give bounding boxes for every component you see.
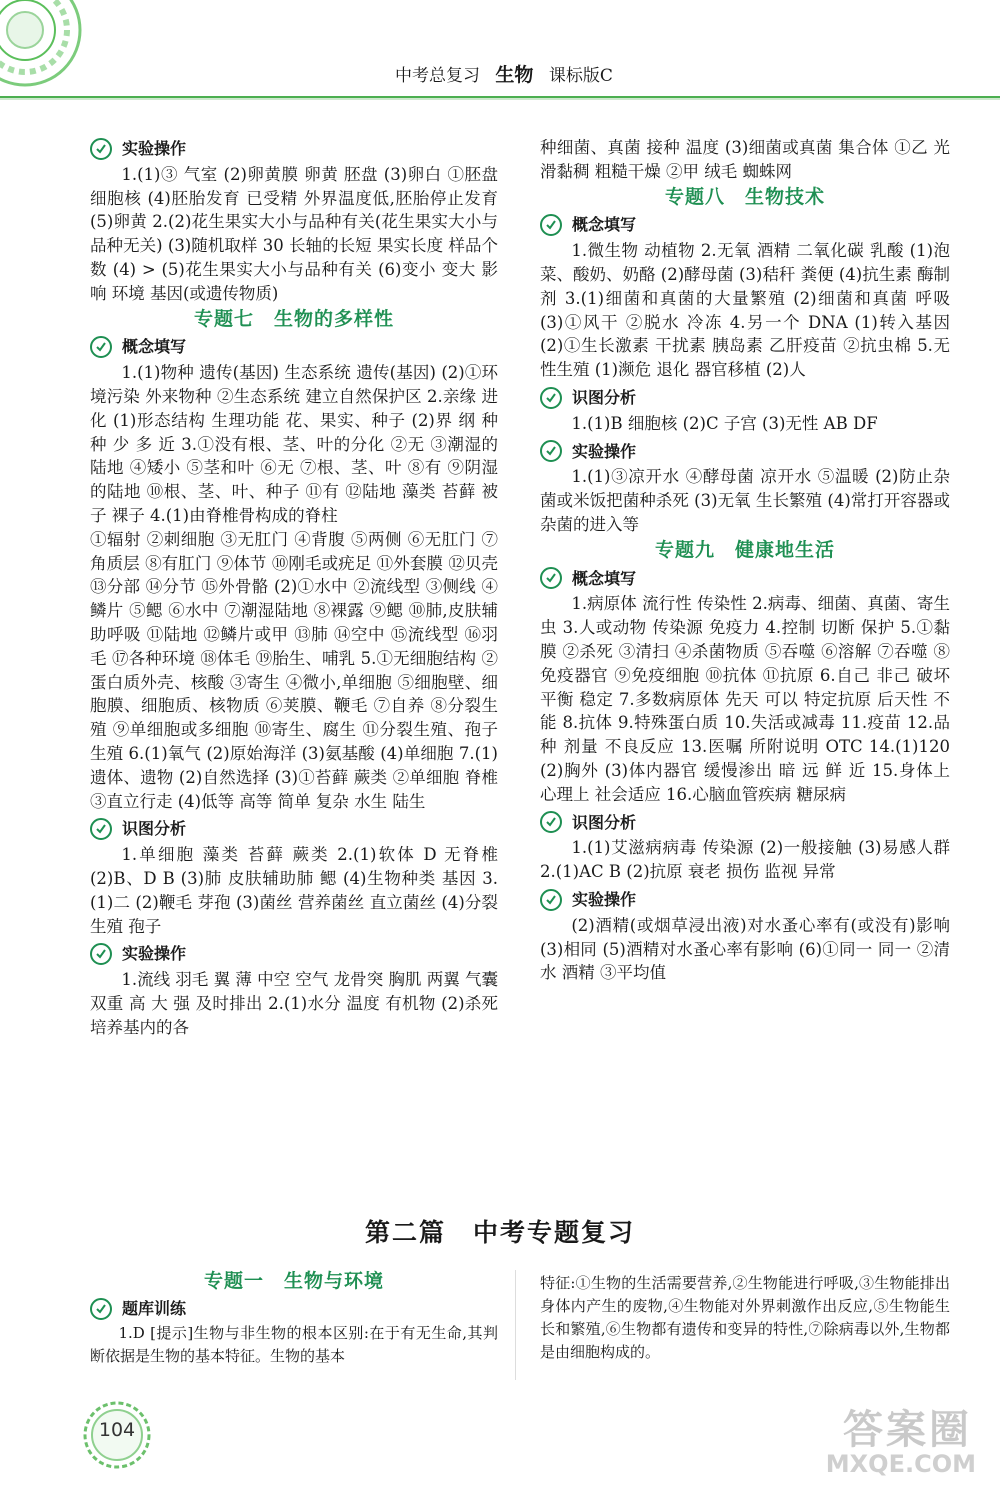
- watermark: [767, 1398, 982, 1486]
- section-header: [90, 1297, 498, 1320]
- part2-right-column: [540, 1272, 950, 1364]
- section-bullet-icon: [90, 818, 112, 840]
- section-bullet-icon: [90, 943, 112, 965]
- section-bullet-icon: [540, 811, 562, 833]
- corner-decoration-icon: [0, 0, 90, 100]
- section-bullet-icon: [90, 138, 112, 160]
- section-label: 实验操作: [572, 889, 637, 909]
- answer-paragraph: 1.病原体 流行性 传染性 2.病毒、细菌、真菌、寄生虫 3.人或动物 传染源 免疫力 4.控制 切断 保护 5.①黏膜 ②杀死 ③清扫 ④杀菌物质 ⑤吞噬 ⑥溶解 ⑦吞噬 ⑧免疫器官 ⑨免疫细胞 ⑩抗体 ⑪抗原 6.自己 非己 破坏 平衡 稳定 7.多数病原体 先天 可以 特定抗原 后天性 不能 8.抗体 9.特殊蛋白质 10.失活或减毒 11.疫苗 12.品种 剂量 不良反应 13.医嘱 所附说明 OTC 14.(1)120 (2)胸外 (3)体内器官 缓慢渗出 暗 远 鲜 近 15.身体上 心理上 社会适应 16.心脑血管疾病 糖尿病: [540, 594, 950, 804]
- topic-title: 专题一 生物与环境: [203, 1270, 384, 1292]
- answer-paragraph: (2)酒精(或烟草浸出液)对水蚤心率有(或没有)影响 (3)相同 (5)酒精对水蚤心率有影响 (6)①同一 同一 ②清水 酒精 ③平均值: [540, 915, 950, 983]
- section-header: [90, 335, 498, 359]
- section-bullet-icon: [540, 387, 562, 409]
- answer-paragraph: 1.微生物 动植物 2.无氧 酒精 二氧化碳 乳酸 (1)泡菜、酸奶、奶酪 (2)酵母菌 (3)秸秆 粪便 (4)抗生素 酶制剂 3.(1)细菌和真菌的大量繁殖 (2)细菌和真菌 呼吸 (3)①风干 ②脱水 冷冻 4.另一个 DNA (1)转入基因 (2)①生长激素 干扰素 胰岛素 乙肝疫苗 ②抗虫棉 5.无性生殖 (1)濒危 退化 器官移植 (2)人: [540, 241, 950, 380]
- left-column: [90, 133, 498, 1039]
- section-label: 实验操作: [572, 441, 637, 461]
- section-label: 实验操作: [122, 139, 187, 158]
- header-subject: 生物: [495, 64, 534, 86]
- right-column: [540, 136, 950, 985]
- section-bullet-icon: [540, 889, 562, 911]
- section-label: 识图分析: [122, 819, 187, 839]
- section-bullet-icon: [540, 214, 562, 236]
- section-header: [540, 440, 950, 464]
- answer-paragraph: ①辐射 ②刺细胞 ③无肛门 ④背腹 ⑤两侧 ⑥无肛门 ⑦角质层 ⑧有肛门 ⑨体节 ⑩刚毛或疣足 ⑪外套膜 ⑫贝壳 ⑬分部 ⑭分节 ⑮外骨骼 (2)①水中 ②流线型 ③侧线 ④鳞片 ⑤鳃 ⑥水中 ⑦潮湿陆地 ⑧裸露 ⑨鳃 ⑩肺,皮肤辅助呼吸 ⑪陆地 ⑫鳞片或甲 ⑬肺 ⑭空中 ⑮流线型 ⑯羽毛 ⑰各种环境 ⑱体毛 ⑲胎生、哺乳 5.①无细胞结构 ②蛋白质外壳、核酸 ③寄生 ④微小,单细胞 ⑤细胞壁、细胞膜、细胞质、核物质 ⑥荚膜、鞭毛 ⑦自养 ⑧分裂生殖 ⑨单细胞或多细胞 ⑩寄生、腐生 ⑪分裂生殖、孢子生殖 6.(1)氧气 (2)原始海洋 (3)氨基酸 (4)单细胞 7.(1)遗体、遗物 (2)自然选择 (3)①苔藓 蕨类 ②单细胞 脊椎 ③直立行走 (4)低等 高等 简单 复杂 水生 陆生: [90, 529, 498, 811]
- answer-paragraph: 1.(1)B 细胞核 (2)C 子宫 (3)无性 AB DF: [571, 413, 878, 433]
- section-header: [90, 817, 498, 841]
- section-label: 实验操作: [122, 944, 187, 964]
- section-bullet-icon: [90, 1298, 112, 1320]
- answer-paragraph: 1.D [提示]生物与非生物的根本区别:在于有无生命,其判断依据是生物的基本特征。生物的基本: [90, 1324, 498, 1365]
- section-header: [540, 213, 950, 237]
- section-label: 题库训练: [122, 1299, 187, 1318]
- section-label: 概念填写: [572, 215, 637, 235]
- watermark-logo-text: 答案圈: [843, 1407, 972, 1453]
- section-bullet-icon: [540, 440, 562, 462]
- section-header: [90, 942, 498, 966]
- answer-paragraph: 特征:①生物的生活需要营养,②生物能进行呼吸,③生物能排出身体内产生的废物,④生物能对外界刺激作出反应,⑤生物能生长和繁殖,⑥生物都有遗传和变异的特性,⑦除病毒以外,生物都是由细胞构成的。: [540, 1274, 950, 1361]
- header-rule: [0, 96, 1000, 100]
- answer-paragraph: 1.(1)物种 遗传(基因) 生态系统 遗传(基因) (2)①环境污染 外来物种 ②生态系统 建立自然保护区 2.亲缘 进化 (1)形态结构 生理功能 花、果实、种子 (2)界 纲 种 种 少 多 近 3.①没有根、茎、叶的分化 ②无 ③潮湿的陆地 ④矮小 ⑤茎和叶 ⑥无 ⑦根、茎、叶 ⑧有 ⑨阴湿的陆地 ⑩根、茎、叶、种子 ⑪有 ⑫陆地 藻类 苔藓 被子 裸子 4.(1)由脊椎骨构成的脊柱: [90, 363, 498, 525]
- section-header: [90, 137, 498, 161]
- header-series: 中考总复习: [395, 66, 480, 86]
- section-label: 识图分析: [572, 387, 637, 407]
- section-header: [540, 888, 950, 912]
- section-label: 概念填写: [572, 568, 637, 588]
- section-label: 概念填写: [122, 337, 187, 357]
- topic-title: 专题八 生物技术: [664, 185, 825, 208]
- section-header: [540, 567, 950, 591]
- section-header: [540, 386, 950, 410]
- watermark-url: MXQE.COM: [825, 1450, 976, 1478]
- answer-paragraph: 种细菌、真菌 接种 温度 (3)细菌或真菌 集合体 ①乙 光滑黏稠 粗糙干燥 ②甲 绒毛 蜘蛛网: [540, 138, 950, 181]
- answer-paragraph: 1.(1)艾滋病病毒 传染源 (2)一般接触 (3)易感人群 2.(1)AC B (2)抗原 衰老 损伤 监视 异常: [540, 838, 950, 882]
- answer-paragraph: 1.流线 羽毛 翼 薄 中空 空气 龙骨突 胸肌 两翼 气囊 双重 高 大 强 及时排出 2.(1)水分 温度 有机物 (2)杀死培养基内的各: [90, 970, 498, 1037]
- section-label: 识图分析: [572, 812, 637, 832]
- column-divider: [515, 1270, 516, 1380]
- part-title: 第二篇 中考专题复习: [364, 1218, 635, 1247]
- section-header: [540, 811, 950, 835]
- answer-paragraph: 1.单细胞 藻类 苔藓 蕨类 2.(1)软体 D 无脊椎 (2)B、D B (3)肺 皮肤辅助肺 鳃 (4)生物种类 基因 3.(1)二 (2)鞭毛 芽孢 (3)菌丝 营养菌丝 直立菌丝 (4)分裂生殖 孢子: [90, 845, 498, 936]
- section-bullet-icon: [540, 567, 562, 589]
- topic-title: 专题九 健康地生活: [654, 538, 835, 561]
- answer-paragraph: 1.(1)③ 气室 (2)卵黄膜 卵黄 胚盘 (3)卵白 ①胚盘 细胞核 (4)胚胎发育 已受精 外界温度低,胚胎停止发育 (5)卵黄 2.(2)花生果实大小与品种有关(花生果实大小与品种无关) (3)随机取样 30 长轴的长短 果实长度 样品个数 (4) > (5)花生果实大小与品种有关 (6)变小 变大 影响 环境 基因(或遗传物质): [90, 164, 498, 303]
- topic-title: 专题七 生物的多样性: [193, 307, 394, 330]
- header-edition: 课标版C: [548, 66, 613, 86]
- section-bullet-icon: [90, 336, 112, 358]
- running-header: [395, 60, 613, 87]
- part2-left-column: [90, 1268, 498, 1368]
- answer-paragraph: 1.(1)③凉开水 ④酵母菌 凉开水 ⑤温暖 (2)防止杂菌或米饭把菌种杀死 (3)无氧 生长繁殖 (4)常打开容器或杂菌的进入等: [540, 467, 950, 534]
- page-number: 104: [98, 1419, 136, 1441]
